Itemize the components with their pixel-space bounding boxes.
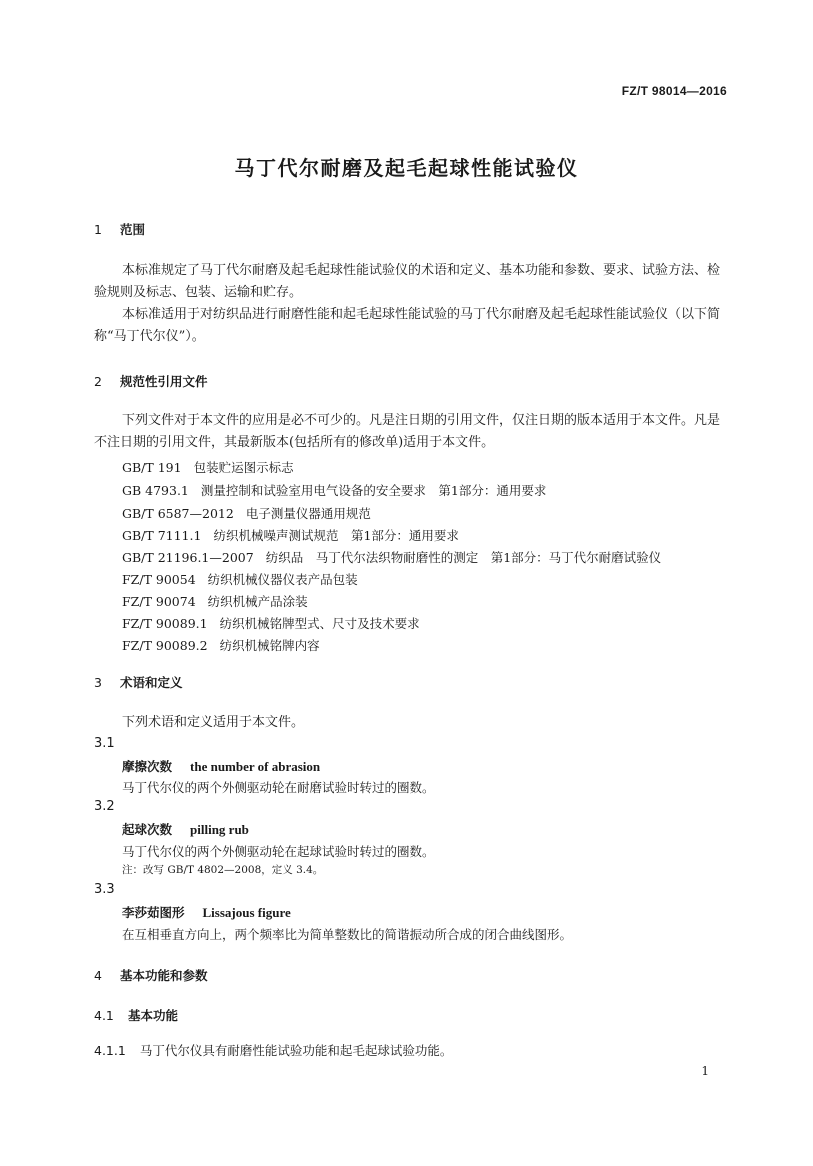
subsection-4-1-heading xyxy=(94,1006,178,1024)
reference-title: 纺织机械噪声测试规范 第1部分：通用要求 xyxy=(213,528,459,543)
term-note: 注：改写 GB/T 4802—2008，定义 3.4。 xyxy=(122,864,324,876)
normative-reference xyxy=(122,636,320,654)
section-title: 规范性引用文件 xyxy=(120,374,208,389)
term-definition: 在互相垂直方向上，两个频率比为简单整数比的简谐振动所合成的闭合曲线图形。 xyxy=(122,927,573,942)
subsection-title: 基本功能 xyxy=(128,1008,179,1023)
section-3-heading xyxy=(94,673,183,691)
reference-code: GB/T 191 xyxy=(122,460,182,475)
term-zh: 摩擦次数 xyxy=(122,759,173,774)
section-number: 2 xyxy=(94,374,102,389)
term-zh: 起球次数 xyxy=(122,822,173,837)
reference-title: 纺织机械仪器仪表产品包装 xyxy=(207,572,358,587)
clause-number: 4.1.1 xyxy=(94,1043,126,1058)
term-zh: 李莎茹图形 xyxy=(122,905,185,920)
section-2-heading xyxy=(94,372,208,390)
reference-code: FZ/T 90089.1 xyxy=(122,616,208,631)
paragraph: 下列术语和定义适用于本文件。 xyxy=(122,715,305,730)
reference-title: 电子测量仪器通用规范 xyxy=(245,506,371,521)
normative-reference xyxy=(122,526,459,544)
paragraph: 本标准规定了马丁代尔耐磨及起毛起球性能试验仪的术语和定义、基本功能和参数、要求、试验方法、检验规则及标志、包装、运输和贮存。 xyxy=(94,263,721,300)
normative-reference xyxy=(122,458,294,476)
reference-code: FZ/T 90089.2 xyxy=(122,638,208,653)
normative-reference xyxy=(122,504,371,522)
term-definition: 马丁代尔仪的两个外侧驱动轮在起球试验时转过的圈数。 xyxy=(122,844,435,859)
standard-code: FZ/T 98014—2016 xyxy=(621,84,727,98)
subsection-number: 4.1 xyxy=(94,1008,114,1023)
term-en: pilling rub xyxy=(190,822,249,837)
term-entry xyxy=(122,903,291,921)
term-entry xyxy=(122,757,320,775)
section-number: 1 xyxy=(94,222,102,237)
reference-code: GB/T 6587—2012 xyxy=(122,506,234,521)
normative-reference xyxy=(122,614,420,632)
reference-title: 测量控制和试验室用电气设备的安全要求 第1部分：通用要求 xyxy=(200,483,547,498)
reference-title: 纺织品 马丁代尔法织物耐磨性的测定 第1部分：马丁代尔耐磨试验仪 xyxy=(265,550,662,565)
reference-code: GB/T 21196.1—2007 xyxy=(122,550,254,565)
reference-code: FZ/T 90074 xyxy=(122,594,196,609)
reference-code: GB/T 7111.1 xyxy=(122,528,202,543)
term-en: Lissajous figure xyxy=(202,905,291,920)
clause-4-1-1 xyxy=(94,1041,452,1059)
reference-title: 纺织机械产品涂装 xyxy=(207,594,308,609)
paragraph: 本标准适用于对纺织品进行耐磨性能和起毛起球性能试验的马丁代尔耐磨及起毛起球性能试验仪（以下简称“马丁代尔仪”）。 xyxy=(94,307,721,344)
reference-code: GB 4793.1 xyxy=(122,483,189,498)
section-number: 4 xyxy=(94,968,102,983)
term-entry xyxy=(122,820,249,838)
reference-code: FZ/T 90054 xyxy=(122,572,196,587)
normative-reference xyxy=(122,592,308,610)
clause-text: 马丁代尔仪具有耐磨性能试验功能和起毛起球试验功能。 xyxy=(139,1043,453,1058)
term-number: 3.3 xyxy=(94,882,115,897)
page-number: 1 xyxy=(701,1064,709,1078)
section-4-heading xyxy=(94,966,208,984)
section-1-heading xyxy=(94,220,145,238)
term-number: 3.1 xyxy=(94,736,115,751)
term-en: the number of abrasion xyxy=(190,759,321,774)
paragraph: 下列文件对于本文件的应用是必不可少的。凡是注日期的引用文件，仅注日期的版本适用于本文件。凡是不注日期的引用文件，其最新版本(包括所有的修改单)适用于本文件。 xyxy=(94,413,721,450)
term-number: 3.2 xyxy=(94,799,115,814)
normative-reference xyxy=(122,570,358,588)
section-title: 术语和定义 xyxy=(120,675,183,690)
document-title: 马丁代尔耐磨及起毛起球性能试验仪 xyxy=(234,156,579,180)
term-definition: 马丁代尔仪的两个外侧驱动轮在耐磨试验时转过的圈数。 xyxy=(122,780,435,795)
reference-title: 包装贮运图示标志 xyxy=(193,460,294,475)
reference-title: 纺织机械铭牌型式、尺寸及技术要求 xyxy=(219,616,420,631)
section-title: 范围 xyxy=(120,222,146,237)
normative-reference xyxy=(122,548,661,566)
section-title: 基本功能和参数 xyxy=(120,968,208,983)
reference-title: 纺织机械铭牌内容 xyxy=(219,638,320,653)
normative-reference xyxy=(122,481,546,499)
section-number: 3 xyxy=(94,675,102,690)
